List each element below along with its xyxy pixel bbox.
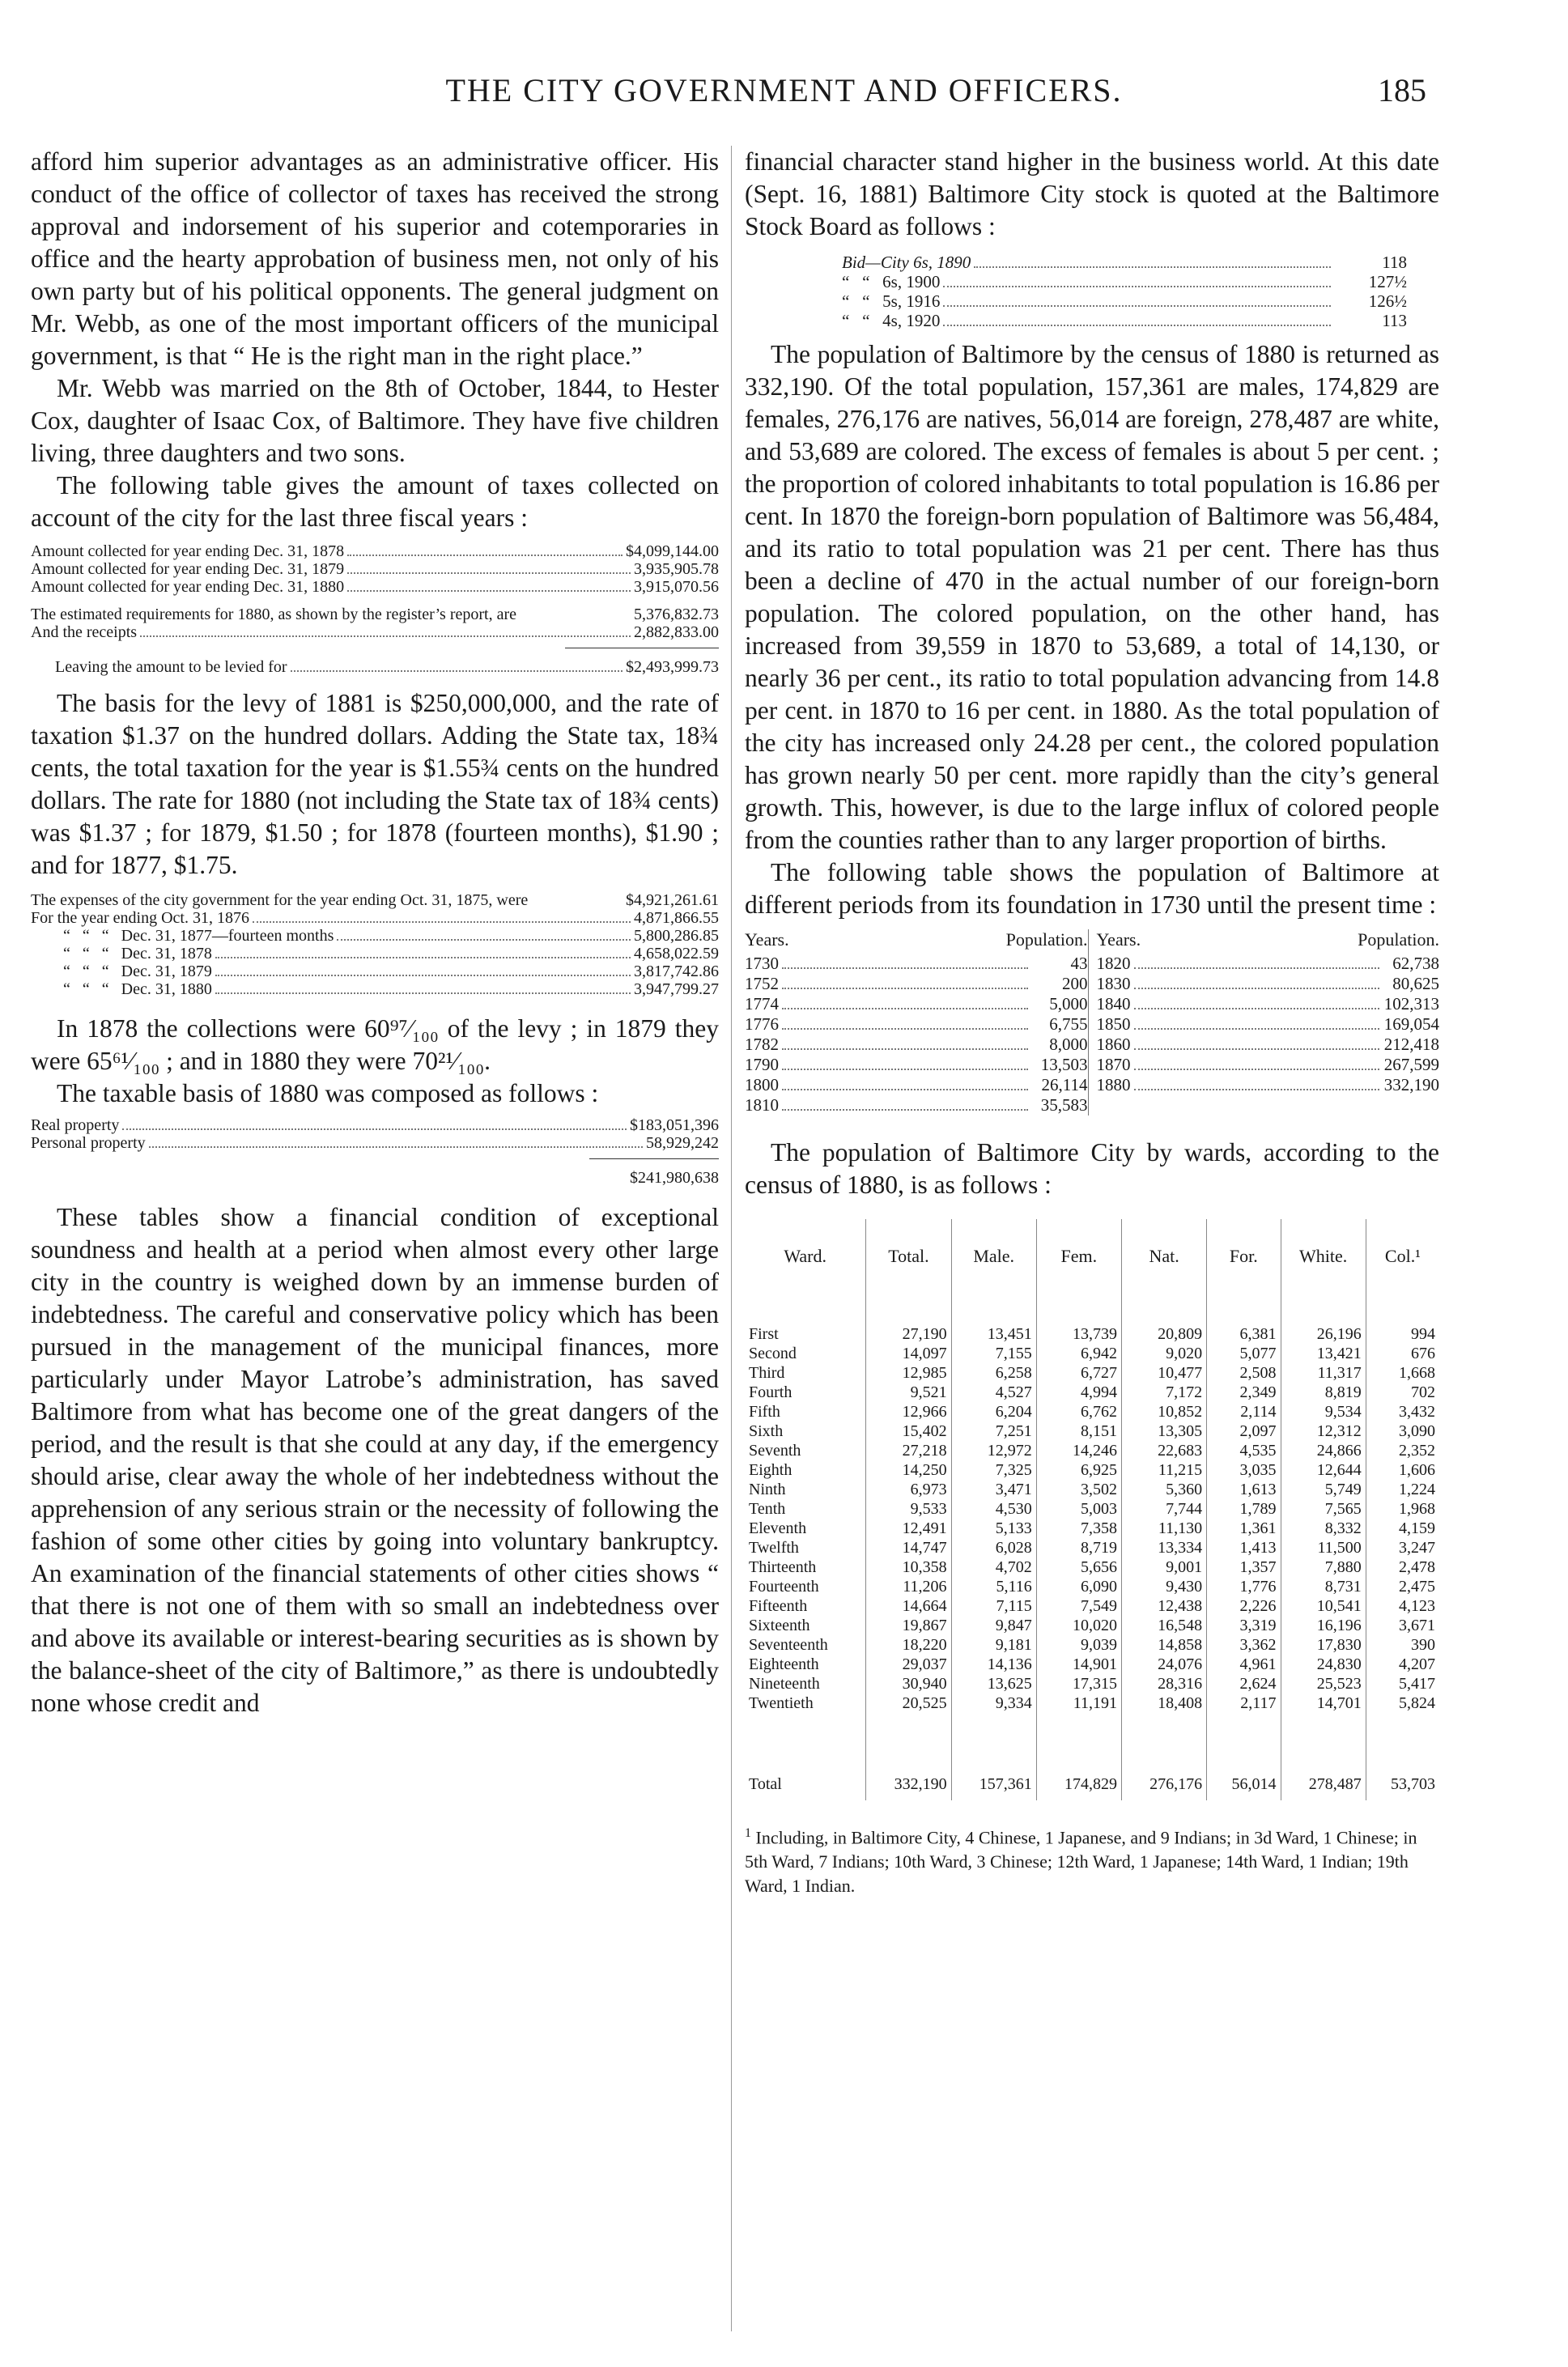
ward-value-cell: 24,830 <box>1281 1655 1366 1674</box>
ward-name-cell: First <box>749 1325 779 1343</box>
ward-value-cell: 14,664 <box>866 1596 951 1616</box>
ward-value-cell: 2,349 <box>1207 1383 1281 1402</box>
bid-row: “ “ 6s, 1900 127½ <box>842 272 1407 291</box>
ward-value-cell: 14,901 <box>1036 1655 1121 1674</box>
column-divider <box>731 146 732 2331</box>
paragraph: financial character stand higher in the business world. At this date (Sept. 16, 1881) Baltimore City stock is quoted at the Baltimore Stock Board as follows : <box>745 147 1439 240</box>
bid-row: “ “ 5s, 1916 126½ <box>842 291 1407 311</box>
ward-value-cell: 12,312 <box>1281 1421 1366 1441</box>
table-row <box>745 1383 1439 1402</box>
ward-value-cell: 278,487 <box>1281 1744 1366 1800</box>
requirements-row: The estimated requirements for 1880, as shown by the register’s report, are 5,376,832.73 <box>31 606 719 623</box>
table-row <box>745 1344 1439 1363</box>
footnote-mark: 1 <box>745 1826 751 1840</box>
ward-value-cell: 10,020 <box>1036 1616 1121 1635</box>
ward-value-cell: 2,624 <box>1207 1674 1281 1693</box>
stock-bid-table <box>842 253 1407 330</box>
left-column <box>31 146 719 1719</box>
population-row: 1830 80,625 <box>1096 974 1439 993</box>
paragraph: The following table shows the population of Baltimore at different periods from its foundation in 1730 until the present time : <box>745 858 1439 919</box>
ward-name-cell: Sixth <box>749 1422 784 1440</box>
ward-value-cell: 1,357 <box>1207 1557 1281 1577</box>
ward-value-cell: 12,966 <box>866 1402 951 1421</box>
population-header: Population. <box>1358 929 1439 950</box>
ward-name-cell: Tenth <box>749 1500 786 1518</box>
ward-value-cell: 5,077 <box>1207 1344 1281 1363</box>
ward-value-cell: 7,115 <box>951 1596 1036 1616</box>
ward-value-cell: 26,196 <box>1281 1324 1366 1344</box>
basis-total: $241,980,638 <box>630 1169 719 1187</box>
ward-value-cell: 4,535 <box>1207 1441 1281 1460</box>
ward-value-cell: 6,258 <box>951 1363 1036 1383</box>
ward-value-cell: 2,117 <box>1207 1693 1281 1713</box>
ward-value-cell: 3,035 <box>1207 1460 1281 1480</box>
ward-value-cell: 3,319 <box>1207 1616 1281 1635</box>
ward-name-cell: Second <box>749 1345 797 1362</box>
ward-value-cell: 13,451 <box>951 1324 1036 1344</box>
ward-value-cell: 6,942 <box>1036 1344 1121 1363</box>
basis-row: Personal property 58,929,242 <box>31 1134 719 1152</box>
table-row <box>745 1596 1439 1616</box>
population-row: 1782 8,000 <box>745 1035 1088 1054</box>
paragraph: The following table gives the amount of taxes collected on account of the city for the last three fiscal years : <box>31 471 719 532</box>
right-column <box>745 146 1439 1898</box>
footnote <box>745 1821 1439 1898</box>
table-row <box>745 1363 1439 1383</box>
expense-row: For the year ending Oct. 31, 1876 4,871,866.55 <box>31 909 719 927</box>
ward-value-cell: 17,830 <box>1281 1635 1366 1655</box>
paragraph: The taxable basis of 1880 was composed as follows : <box>57 1079 599 1107</box>
population-row: 1810 35,583 <box>745 1095 1088 1115</box>
ward-value-cell: 8,151 <box>1036 1421 1121 1441</box>
ward-value-cell: 2,475 <box>1366 1577 1439 1596</box>
table-row <box>745 1616 1439 1635</box>
population-row: 1860 212,418 <box>1096 1035 1439 1054</box>
ward-name-cell: Fifteenth <box>749 1597 808 1615</box>
ward-value-cell: 27,190 <box>866 1324 951 1344</box>
population-row: 1790 13,503 <box>745 1055 1088 1074</box>
paragraph: These tables show a financial condition of exceptional soundness and health at a period when almost every other large city in the country is weighed down by an immense burden of indebtedness. The careful and conservative policy which has been pursued in the management of the municipal finances, more particularly under Mayor Latrobe’s administration, has saved Baltimore from what has become one of the great dangers of the period, and the result is that she could at any day, if the emergency should arise, clear away the whole of her indebtedness without the apprehension of any serious strain or the necessity of following the fashion of some other cities by going into voluntary bankruptcy. An examination of the financial statements of other cities shows “ that there is not one of them with so small an indebtedness over and above its available or interest-bearing securities as is shown by the balance-sheet of the city of Baltimore,” as there is undoubtedly none whose credit and <box>31 1203 719 1717</box>
population-row: 1730 43 <box>745 954 1088 973</box>
ward-name-cell: Eighth <box>749 1461 792 1479</box>
ward-value-cell: 6,028 <box>951 1538 1036 1557</box>
ward-value-cell: 22,683 <box>1121 1441 1206 1460</box>
table-row <box>745 1674 1439 1693</box>
table-row <box>745 1519 1439 1538</box>
leaving-row: Leaving the amount to be levied for $2,493,999.73 <box>55 658 719 676</box>
ward-value-cell: 6,925 <box>1036 1460 1121 1480</box>
ward-value-cell: 2,478 <box>1366 1557 1439 1577</box>
ward-value-cell: 1,606 <box>1366 1460 1439 1480</box>
ward-value-cell: 13,739 <box>1036 1324 1121 1344</box>
ward-value-cell: 9,534 <box>1281 1402 1366 1421</box>
ward-value-cell: 6,090 <box>1036 1577 1121 1596</box>
ward-value-cell: 3,502 <box>1036 1480 1121 1499</box>
ward-value-cell: 8,332 <box>1281 1519 1366 1538</box>
ward-value-cell: 5,133 <box>951 1519 1036 1538</box>
ward-value-cell: 14,136 <box>951 1655 1036 1674</box>
expense-row: The expenses of the city government for the year ending Oct. 31, 1875, were $4,921,261.61 <box>31 891 719 909</box>
footnote-text: Including, in Baltimore City, 4 Chinese, 1 Japanese, and 9 Indians; in 3d Ward, 1 Chinese; in 5th Ward, 7 Indians; 10th Ward, 3 Chinese; 12th Ward, 1 Japanese; 14th Ward, 1 Indian; 19th Ward, 1 Indian. <box>745 1827 1417 1897</box>
population-row: 1776 6,755 <box>745 1014 1088 1034</box>
paragraph: Mr. Webb was married on the 8th of October, 1844, to Hester Cox, daughter of Isaac Cox, of Baltimore. They have five children living, three daughters and two sons. <box>31 374 719 467</box>
ward-name-cell: Seventh <box>749 1442 801 1460</box>
column-header: Col.¹ <box>1366 1219 1439 1294</box>
ward-value-cell: 2,352 <box>1366 1441 1439 1460</box>
ward-value-cell: 12,644 <box>1281 1460 1366 1480</box>
total-row <box>745 1744 1439 1800</box>
ward-value-cell: 676 <box>1366 1344 1439 1363</box>
ward-value-cell: 7,155 <box>951 1344 1036 1363</box>
ward-value-cell: 7,251 <box>951 1421 1036 1441</box>
ward-value-cell: 24,866 <box>1281 1441 1366 1460</box>
table-row <box>745 1655 1439 1674</box>
ward-value-cell: 7,549 <box>1036 1596 1121 1616</box>
ward-value-cell: 24,076 <box>1121 1655 1206 1674</box>
ward-value-cell: 9,334 <box>951 1693 1036 1713</box>
table-row <box>745 1577 1439 1596</box>
ward-value-cell: 9,847 <box>951 1616 1036 1635</box>
population-row: 1880 332,190 <box>1096 1075 1439 1094</box>
ward-value-cell: 5,003 <box>1036 1499 1121 1519</box>
ward-value-cell: 20,809 <box>1121 1324 1206 1344</box>
ward-value-cell: 7,358 <box>1036 1519 1121 1538</box>
ward-value-cell: 9,001 <box>1121 1557 1206 1577</box>
ward-value-cell: 4,961 <box>1207 1655 1281 1674</box>
ward-value-cell: 7,880 <box>1281 1557 1366 1577</box>
ward-value-cell: 56,014 <box>1207 1744 1281 1800</box>
ward-value-cell: 2,226 <box>1207 1596 1281 1616</box>
ward-name-cell: Fourth <box>749 1383 792 1401</box>
tax-row: Amount collected for year ending Dec. 31, 1880 3,915,070.56 <box>31 578 719 596</box>
ward-value-cell: 3,090 <box>1366 1421 1439 1441</box>
ward-value-cell: 390 <box>1366 1635 1439 1655</box>
ward-value-cell: 11,130 <box>1121 1519 1206 1538</box>
table-row <box>745 1460 1439 1480</box>
population-half <box>745 929 1088 1116</box>
ward-value-cell: 6,381 <box>1207 1324 1281 1344</box>
ward-value-cell: 14,250 <box>866 1460 951 1480</box>
ward-value-cell: 5,656 <box>1036 1557 1121 1577</box>
ward-value-cell: 29,037 <box>866 1655 951 1674</box>
ward-value-cell: 7,172 <box>1121 1383 1206 1402</box>
ward-value-cell: 10,477 <box>1121 1363 1206 1383</box>
wards-body <box>745 1294 1439 1800</box>
ward-value-cell: 9,181 <box>951 1635 1036 1655</box>
ward-value-cell: 1,668 <box>1366 1363 1439 1383</box>
paragraph: In 1878 the collections were 60⁹⁷⁄₁₀₀ of the levy ; in 1879 they were 65⁶¹⁄₁₀₀ ; and in 1880 they were 70²¹⁄₁₀₀. <box>31 1014 719 1075</box>
ward-value-cell: 12,438 <box>1121 1596 1206 1616</box>
ward-value-cell: 13,305 <box>1121 1421 1206 1441</box>
ward-value-cell: 13,421 <box>1281 1344 1366 1363</box>
table-row <box>745 1557 1439 1577</box>
table-row <box>745 1635 1439 1655</box>
ward-value-cell: 10,358 <box>866 1557 951 1577</box>
ward-value-cell: 3,247 <box>1366 1538 1439 1557</box>
ward-value-cell: 276,176 <box>1121 1744 1206 1800</box>
ward-value-cell: 4,123 <box>1366 1596 1439 1616</box>
paragraph: The population of Baltimore City by wards, according to the census of 1880, is as follows : <box>745 1138 1439 1199</box>
ward-name-cell: Third <box>749 1364 785 1382</box>
ward-value-cell: 13,625 <box>951 1674 1036 1693</box>
ward-value-cell: 10,541 <box>1281 1596 1366 1616</box>
column-header: Total. <box>866 1219 951 1294</box>
ward-value-cell: 2,508 <box>1207 1363 1281 1383</box>
ward-value-cell: 6,762 <box>1036 1402 1121 1421</box>
ward-value-cell: 14,097 <box>866 1344 951 1363</box>
ward-value-cell: 8,731 <box>1281 1577 1366 1596</box>
ward-name-cell: Fourteenth <box>749 1578 819 1596</box>
years-header: Years. <box>745 929 789 950</box>
paragraph: afford him superior advantages as an administrative officer. His conduct of the office of collector of taxes has received the strong approval and indorsement of his superior and cotemporaries in office and the hearty approbation of business men, not only of his own party but of his political opponents. The general judgment on Mr. Webb, as one of the most important officers of the municipal government, is that “ He is the right man in the right place.” <box>31 147 719 370</box>
ward-value-cell: 15,402 <box>866 1421 951 1441</box>
table-row <box>745 1402 1439 1421</box>
ward-value-cell: 7,565 <box>1281 1499 1366 1519</box>
ward-value-cell: 3,362 <box>1207 1635 1281 1655</box>
ward-value-cell: 7,744 <box>1121 1499 1206 1519</box>
ward-value-cell: 1,361 <box>1207 1519 1281 1538</box>
tax-table <box>31 542 719 676</box>
ward-value-cell: 4,530 <box>951 1499 1036 1519</box>
ward-value-cell: 6,973 <box>866 1480 951 1499</box>
ward-value-cell: 19,867 <box>866 1616 951 1635</box>
column-header: White. <box>1281 1219 1366 1294</box>
ward-value-cell: 7,325 <box>951 1460 1036 1480</box>
basis-row: Real property $183,051,396 <box>31 1116 719 1134</box>
expense-row: “ “ “ Dec. 31, 1877—fourteen months 5,800,286.85 <box>63 927 719 945</box>
ward-value-cell: 16,196 <box>1281 1616 1366 1635</box>
ward-value-cell: 174,829 <box>1036 1744 1121 1800</box>
bid-row: “ “ 4s, 1920 113 <box>842 311 1407 330</box>
column-header: Male. <box>951 1219 1036 1294</box>
table-row <box>745 1421 1439 1441</box>
ward-value-cell: 18,408 <box>1121 1693 1206 1713</box>
ward-name-cell: Ninth <box>749 1481 786 1498</box>
ward-value-cell: 11,500 <box>1281 1538 1366 1557</box>
ward-value-cell: 1,224 <box>1366 1480 1439 1499</box>
ward-value-cell: 13,334 <box>1121 1538 1206 1557</box>
ward-value-cell: 17,315 <box>1036 1674 1121 1693</box>
ward-value-cell: 1,968 <box>1366 1499 1439 1519</box>
ward-name-cell: Fifth <box>749 1403 780 1421</box>
population-row: 1840 102,313 <box>1096 994 1439 1014</box>
ward-value-cell: 12,985 <box>866 1363 951 1383</box>
expense-row: “ “ “ Dec. 31, 1878 4,658,022.59 <box>63 945 719 963</box>
years-header: Years. <box>1096 929 1141 950</box>
ward-value-cell: 4,994 <box>1036 1383 1121 1402</box>
ward-value-cell: 30,940 <box>866 1674 951 1693</box>
ward-value-cell: 332,190 <box>866 1744 951 1800</box>
ward-value-cell: 1,789 <box>1207 1499 1281 1519</box>
table-row <box>745 1324 1439 1344</box>
ward-value-cell: 11,191 <box>1036 1693 1121 1713</box>
paragraph: The population of Baltimore by the census of 1880 is returned as 332,190. Of the total population, 157,361 are males, 174,829 are females, 276,176 are natives, 56,014 are foreign, 278,487 are white, and 53,689 are colored. The excess of females is about 5 per cent. ; the proportion of colored inhabitants to total population is 16.86 per cent. In 1870 the foreign-born population of Baltimore was 56,484, and its ratio to total population was 21 per cent. There has thus been a decline of 470 in the actual number of our foreign-born population. The colored population, on the other hand, has increased from 39,559 in 1870 to 53,689, a total of 14,130, or nearly 36 per cent., its ratio to total population advancing from 14.8 per cent. in 1870 to 16 per cent. in 1880. As the total population of the city has increased only 24.28 per cent., the colored population has grown nearly 50 per cent. more rapidly than the city’s general growth. This, however, is due to the large influx of colored people from the counties rather than to any larger proportion of births. <box>745 340 1439 854</box>
ward-name-cell: Twentieth <box>749 1694 814 1712</box>
ward-value-cell: 8,719 <box>1036 1538 1121 1557</box>
ward-value-cell: 6,727 <box>1036 1363 1121 1383</box>
ward-value-cell: 5,360 <box>1121 1480 1206 1499</box>
page-header <box>0 71 1568 120</box>
ward-value-cell: 2,097 <box>1207 1421 1281 1441</box>
ward-value-cell: 9,521 <box>866 1383 951 1402</box>
population-periods-table <box>745 929 1439 1116</box>
ward-value-cell: 5,824 <box>1366 1693 1439 1713</box>
ward-value-cell: 10,852 <box>1121 1402 1206 1421</box>
ward-value-cell: 14,858 <box>1121 1635 1206 1655</box>
bid-row: Bid—City 6s, 1890 118 <box>842 253 1407 272</box>
ward-value-cell: 1,613 <box>1207 1480 1281 1499</box>
ward-value-cell: 3,671 <box>1366 1616 1439 1635</box>
population-half <box>1088 929 1440 1116</box>
ward-value-cell: 9,430 <box>1121 1577 1206 1596</box>
tax-row: Amount collected for year ending Dec. 31, 1879 3,935,905.78 <box>31 560 719 578</box>
table-row <box>745 1538 1439 1557</box>
ward-name-cell: Seventeenth <box>749 1636 828 1654</box>
expenses-table <box>31 891 719 998</box>
ward-value-cell: 14,747 <box>866 1538 951 1557</box>
table-row <box>745 1499 1439 1519</box>
ward-value-cell: 994 <box>1366 1324 1439 1344</box>
ward-value-cell: 12,491 <box>866 1519 951 1538</box>
population-row: 1870 267,599 <box>1096 1055 1439 1074</box>
paragraph: The basis for the levy of 1881 is $250,000,000, and the rate of taxation $1.37 on the hundred dollars. Adding the State tax, 18¾ cents, the total taxation for the year is $1.55¾ cents on the hundred dollars. The rate for 1880 (not including the State tax of 18¾ cents) was $1.37 ; for 1879, $1.50 ; for 1878 (fourteen months), $1.90 ; and for 1877, $1.75. <box>31 689 719 879</box>
ward-value-cell: 4,207 <box>1366 1655 1439 1674</box>
column-header: For. <box>1207 1219 1281 1294</box>
population-row: 1800 26,114 <box>745 1075 1088 1094</box>
ward-value-cell: 53,703 <box>1366 1744 1439 1800</box>
ward-name-cell: Eighteenth <box>749 1655 819 1673</box>
wards-table <box>745 1219 1439 1800</box>
ward-value-cell: 20,525 <box>866 1693 951 1713</box>
ward-value-cell: 16,548 <box>1121 1616 1206 1635</box>
population-row: 1850 169,054 <box>1096 1014 1439 1034</box>
population-row: 1752 200 <box>745 974 1088 993</box>
ward-value-cell: 11,206 <box>866 1577 951 1596</box>
page-number: 185 <box>1378 72 1426 108</box>
receipts-row: And the receipts 2,882,833.00 <box>31 623 719 641</box>
ward-value-cell: 9,020 <box>1121 1344 1206 1363</box>
ward-value-cell: 28,316 <box>1121 1674 1206 1693</box>
column-header: Ward. <box>784 1246 826 1266</box>
ward-value-cell: 157,361 <box>951 1744 1036 1800</box>
ward-value-cell: 14,246 <box>1036 1441 1121 1460</box>
expense-row: “ “ “ Dec. 31, 1879 3,817,742.86 <box>63 963 719 980</box>
column-header: Nat. <box>1121 1219 1206 1294</box>
wards-header-row <box>745 1219 1439 1294</box>
ward-value-cell: 8,819 <box>1281 1383 1366 1402</box>
basis-table <box>31 1116 719 1187</box>
ward-value-cell: 1,413 <box>1207 1538 1281 1557</box>
running-title: THE CITY GOVERNMENT AND OFFICERS. <box>445 72 1123 108</box>
ward-value-cell: 702 <box>1366 1383 1439 1402</box>
ward-name-cell: Twelfth <box>749 1539 799 1557</box>
population-row: 1820 62,738 <box>1096 954 1439 973</box>
ward-value-cell: 14,701 <box>1281 1693 1366 1713</box>
table-row <box>745 1441 1439 1460</box>
ward-value-cell: 9,039 <box>1036 1635 1121 1655</box>
ward-value-cell: 2,114 <box>1207 1402 1281 1421</box>
ward-value-cell: 11,317 <box>1281 1363 1366 1383</box>
tax-row: Amount collected for year ending Dec. 31, 1878 $4,099,144.00 <box>31 542 719 560</box>
ward-value-cell: 3,432 <box>1366 1402 1439 1421</box>
ward-value-cell: 3,471 <box>951 1480 1036 1499</box>
ward-value-cell: 25,523 <box>1281 1674 1366 1693</box>
sum-rule <box>589 1158 719 1159</box>
ward-name-cell: Thirteenth <box>749 1558 817 1576</box>
ward-value-cell: 11,215 <box>1121 1460 1206 1480</box>
ward-name-cell: Nineteenth <box>749 1675 820 1693</box>
ward-value-cell: 5,749 <box>1281 1480 1366 1499</box>
table-row <box>745 1480 1439 1499</box>
ward-value-cell: 4,702 <box>951 1557 1036 1577</box>
population-row: 1774 5,000 <box>745 994 1088 1014</box>
ward-value-cell: 6,204 <box>951 1402 1036 1421</box>
population-header: Population. <box>1005 929 1088 950</box>
ward-value-cell: 27,218 <box>866 1441 951 1460</box>
ward-name-cell: Sixteenth <box>749 1617 810 1634</box>
ward-value-cell: 18,220 <box>866 1635 951 1655</box>
ward-value-cell: 4,159 <box>1366 1519 1439 1538</box>
ward-value-cell: 4,527 <box>951 1383 1036 1402</box>
ward-value-cell: 5,417 <box>1366 1674 1439 1693</box>
ward-value-cell: 5,116 <box>951 1577 1036 1596</box>
ward-name-cell: Eleventh <box>749 1519 807 1537</box>
ward-value-cell: 12,972 <box>951 1441 1036 1460</box>
table-row <box>745 1693 1439 1713</box>
ward-value-cell: 9,533 <box>866 1499 951 1519</box>
ward-name-cell: Total <box>749 1775 782 1793</box>
column-header: Fem. <box>1036 1219 1121 1294</box>
ward-value-cell: 1,776 <box>1207 1577 1281 1596</box>
expense-row: “ “ “ Dec. 31, 1880 3,947,799.27 <box>63 980 719 998</box>
